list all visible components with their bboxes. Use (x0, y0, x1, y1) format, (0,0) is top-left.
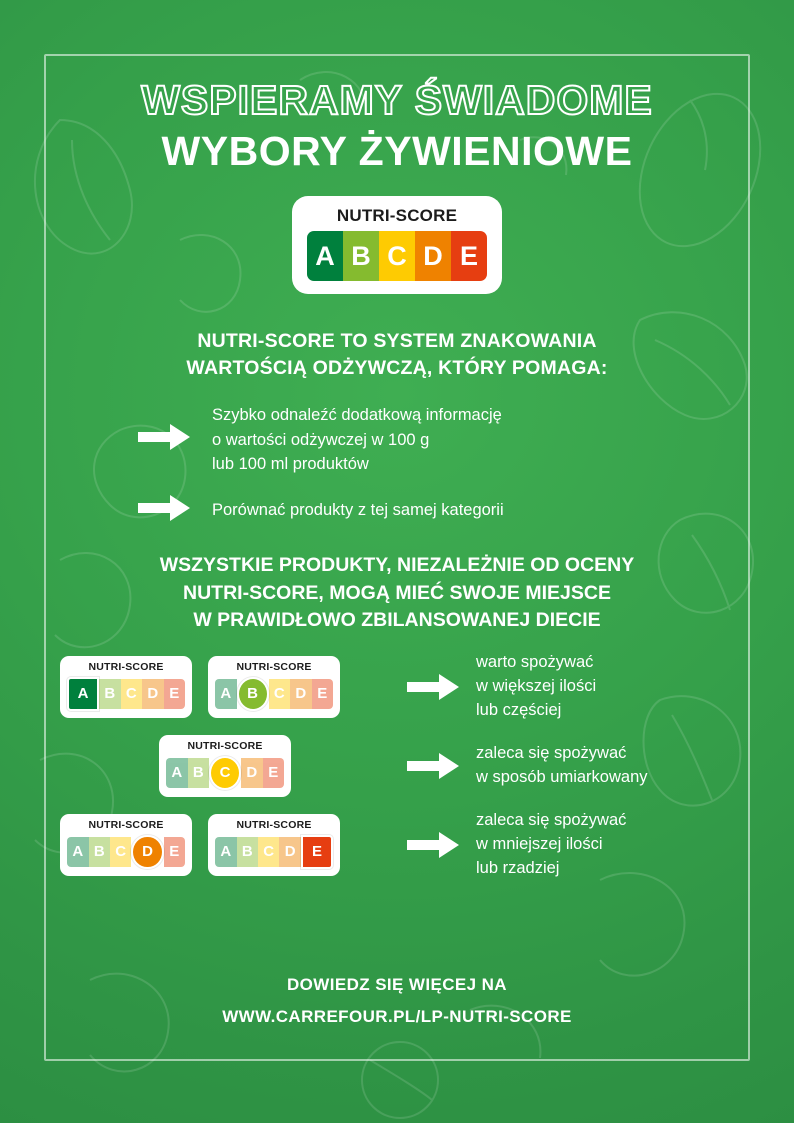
nutriscore-letter-a: A (166, 758, 187, 788)
nutriscore-letter-e: E (312, 679, 333, 709)
benefits-list (60, 403, 734, 526)
footer-cta-text: DOWIEDZ SIĘ WIĘCEJ NA (287, 975, 507, 994)
second-heading-line3: W PRAWIDŁOWO ZBILANSOWANEJ DIECIE (193, 609, 601, 632)
nutriscore-letter-scale (305, 231, 489, 281)
nutriscore-letter-e: E (263, 758, 284, 788)
row-1-text (476, 651, 596, 723)
table-row (60, 809, 734, 881)
row-1-badges (60, 656, 390, 718)
nutriscore-letter-d: D (131, 835, 163, 869)
footer (0, 975, 794, 1027)
footer-url[interactable]: WWW.CARREFOUR.PL/LP-NUTRI-SCORE (222, 1007, 572, 1026)
nutriscore-letter-b: B (237, 837, 258, 867)
row-1-line-1: warto spożywać (476, 653, 594, 672)
hero-badge-wrapper (60, 196, 734, 294)
nutriscore-letter-scale (166, 756, 284, 790)
bullet-1-line-1: Szybko odnaleźć dodatkową informację (212, 405, 502, 424)
row-3-line-1: zaleca się spożywać (476, 810, 627, 829)
nutriscore-letter-c: C (258, 837, 279, 867)
nutriscore-label: NUTRI-SCORE (88, 661, 164, 674)
nutriscore-letter-c: C (209, 756, 241, 790)
bullet-2-line-1: Porównać produkty z tej samej kategorii (212, 501, 504, 520)
nutriscore-letter-e: E (451, 231, 487, 281)
arrow-right-icon (138, 424, 190, 455)
intro-heading-line2: WARTOŚCIĄ ODŻYWCZĄ, KTÓRY POMAGA: (186, 356, 608, 379)
row-3-line-3: lub rzadziej (476, 858, 560, 877)
nutriscore-letter-scale (67, 835, 185, 869)
row-1-line-2: w większej ilości (476, 677, 597, 696)
nutriscore-letter-scale (67, 677, 185, 711)
row-2-line-1: zaleca się spożywać (476, 743, 627, 762)
nutriscore-letter-b: B (188, 758, 209, 788)
bullet-1-line-2: o wartości odżywczej w 100 g (212, 430, 430, 449)
nutriscore-letter-a: A (67, 837, 88, 867)
nutriscore-letter-e: E (164, 837, 185, 867)
nutriscore-badge-b (208, 656, 340, 718)
page-title-line2: WYBORY ŻYWIENIOWE (161, 128, 633, 175)
nutriscore-letter-scale (215, 677, 333, 711)
row-3-text (476, 809, 626, 881)
nutriscore-letter-d: D (142, 679, 163, 709)
rating-rows (60, 651, 734, 881)
nutriscore-badge-e (208, 814, 340, 876)
list-item (138, 403, 734, 477)
intro-heading-line1: NUTRI-SCORE TO SYSTEM ZNAKOWANIA (197, 330, 597, 353)
nutriscore-badge-a (60, 656, 192, 718)
list-item-text (212, 498, 504, 523)
nutriscore-label: NUTRI-SCORE (336, 206, 458, 226)
row-3-line-2: w mniejszej ilości (476, 834, 603, 853)
nutriscore-badge-c (159, 735, 291, 797)
nutriscore-badge-d (60, 814, 192, 876)
nutriscore-letter-b: B (343, 231, 379, 281)
row-3-badges (60, 814, 390, 876)
table-row (60, 733, 734, 799)
nutriscore-badge-hero (292, 196, 502, 294)
list-item-text (212, 403, 502, 477)
nutriscore-label: NUTRI-SCORE (88, 819, 164, 832)
nutriscore-letter-c: C (379, 231, 415, 281)
second-heading-line2: NUTRI-SCORE, MOGĄ MIEĆ SWOJE MIEJSCE (183, 581, 611, 604)
row-2-badges (60, 735, 390, 797)
nutriscore-letter-d: D (290, 679, 311, 709)
nutriscore-letter-e: E (301, 835, 333, 869)
arrow-right-icon (390, 832, 476, 858)
nutriscore-letter-a: A (67, 677, 99, 711)
second-heading (60, 552, 734, 635)
nutriscore-letter-b: B (237, 677, 269, 711)
nutriscore-letter-e: E (164, 679, 185, 709)
nutriscore-letter-c: C (110, 837, 131, 867)
nutriscore-letter-scale (215, 835, 333, 869)
nutriscore-label: NUTRI-SCORE (236, 819, 312, 832)
table-row (60, 651, 734, 723)
nutriscore-letter-a: A (215, 679, 236, 709)
second-heading-line1: WSZYSTKIE PRODUKTY, NIEZALEŻNIE OD OCENY (159, 554, 635, 577)
nutriscore-letter-a: A (307, 231, 343, 281)
row-2-text (476, 742, 648, 790)
arrow-right-icon (390, 753, 476, 779)
nutriscore-letter-b: B (99, 679, 120, 709)
nutriscore-letter-c: C (269, 679, 290, 709)
row-2-line-2: w sposób umiarkowany (476, 767, 648, 786)
intro-heading (60, 328, 734, 381)
nutriscore-letter-b: B (89, 837, 110, 867)
arrow-right-icon (390, 674, 476, 700)
nutriscore-letter-d: D (279, 837, 300, 867)
nutriscore-label: NUTRI-SCORE (236, 661, 312, 674)
arrow-right-icon (138, 495, 190, 526)
nutriscore-letter-d: D (241, 758, 262, 788)
bullet-1-line-3: lub 100 ml produktów (212, 455, 369, 474)
nutriscore-label: NUTRI-SCORE (187, 740, 263, 753)
page-title-line1: WSPIERAMY ŚWIADOME (141, 77, 653, 123)
row-1-line-3: lub częściej (476, 700, 562, 719)
nutriscore-letter-d: D (415, 231, 451, 281)
list-item (138, 495, 734, 526)
nutriscore-letter-a: A (215, 837, 236, 867)
nutriscore-letter-c: C (121, 679, 142, 709)
